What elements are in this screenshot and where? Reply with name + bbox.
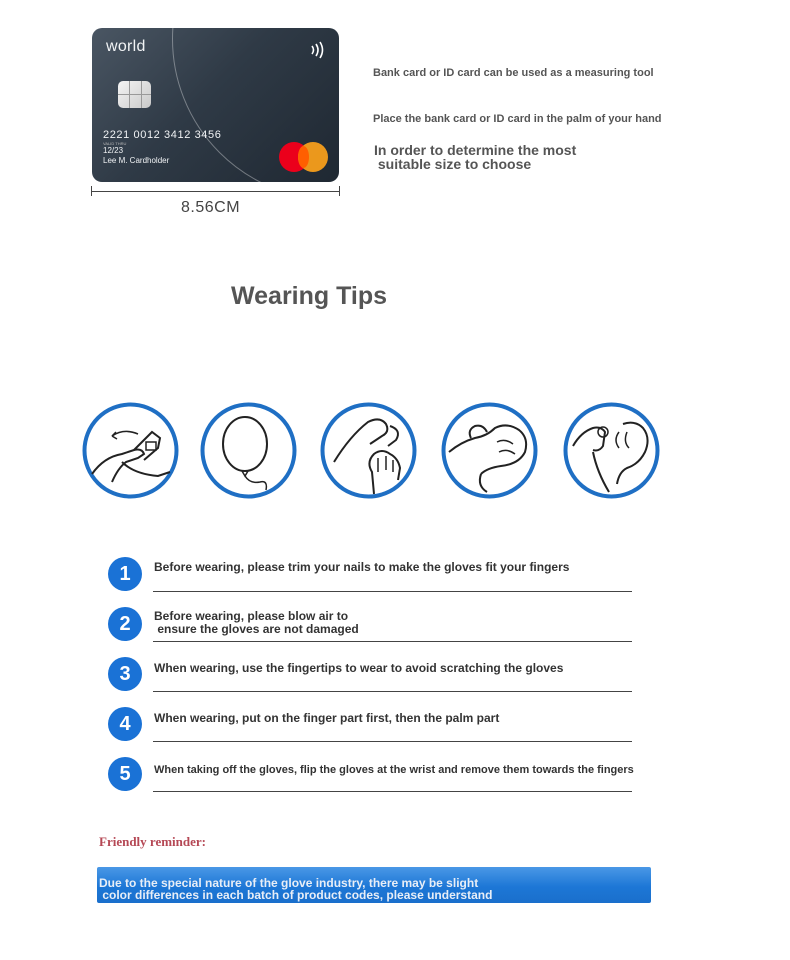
mastercard-logo-overlap — [298, 146, 309, 168]
card-number: 2221 0012 3412 3456 — [103, 129, 222, 141]
step-4-badge: 4 — [108, 707, 142, 741]
info-line-1: Bank card or ID card can be used as a measuring tool — [373, 67, 654, 79]
step-5-text: When taking off the gloves, flip the gloves at the wrist and remove them towards the fingers — [154, 764, 634, 776]
card-expiry: 12/23 — [103, 146, 124, 155]
step-1-divider — [153, 591, 632, 592]
step-1-badge: 1 — [108, 557, 142, 591]
step-5-badge: 5 — [108, 757, 142, 791]
step-3-text: When wearing, use the fingertips to wear to avoid scratching the gloves — [154, 661, 564, 675]
step-2-text: Before wearing, please blow air to ensure the gloves are not damaged — [154, 609, 359, 636]
measure-tick-right — [339, 186, 340, 196]
chip-icon — [118, 81, 151, 108]
step-3-badge: 3 — [108, 657, 142, 691]
step-3-divider — [153, 691, 632, 692]
reminder-title: Friendly reminder: — [99, 834, 206, 849]
card-holder: Lee M. Cardholder — [103, 156, 170, 165]
card-brand: world — [106, 38, 146, 55]
trim-nails-icon — [82, 402, 179, 499]
wrist-flip-icon — [563, 402, 660, 499]
step-4-text: When wearing, put on the finger part first, then the palm part — [154, 711, 500, 725]
measure-label: 8.56CM — [181, 199, 241, 216]
step-2-divider — [153, 641, 632, 642]
fingertip-pinch-icon — [320, 402, 417, 499]
info-line-2: Place the bank card or ID card in the palm of your hand — [373, 113, 662, 125]
step-5-divider — [153, 791, 632, 792]
reminder-text: Due to the special nature of the glove industry, there may be slight color differences in each batch of product codes, please understand — [99, 876, 493, 902]
page-title: Wearing Tips — [231, 282, 388, 310]
balloon-icon — [200, 402, 297, 499]
step-4-divider — [153, 741, 632, 742]
measure-line — [91, 191, 339, 192]
card-valid-thru: VALID THRU — [103, 141, 127, 146]
step-1-text: Before wearing, please trim your nails to make the gloves fit your fingers — [154, 560, 570, 574]
contactless-icon — [309, 40, 327, 65]
step-2-badge: 2 — [108, 607, 142, 641]
info-line-3: In order to determine the most suitable size to choose — [374, 142, 577, 172]
palm-glove-icon — [441, 402, 538, 499]
bank-card-image — [92, 28, 339, 182]
